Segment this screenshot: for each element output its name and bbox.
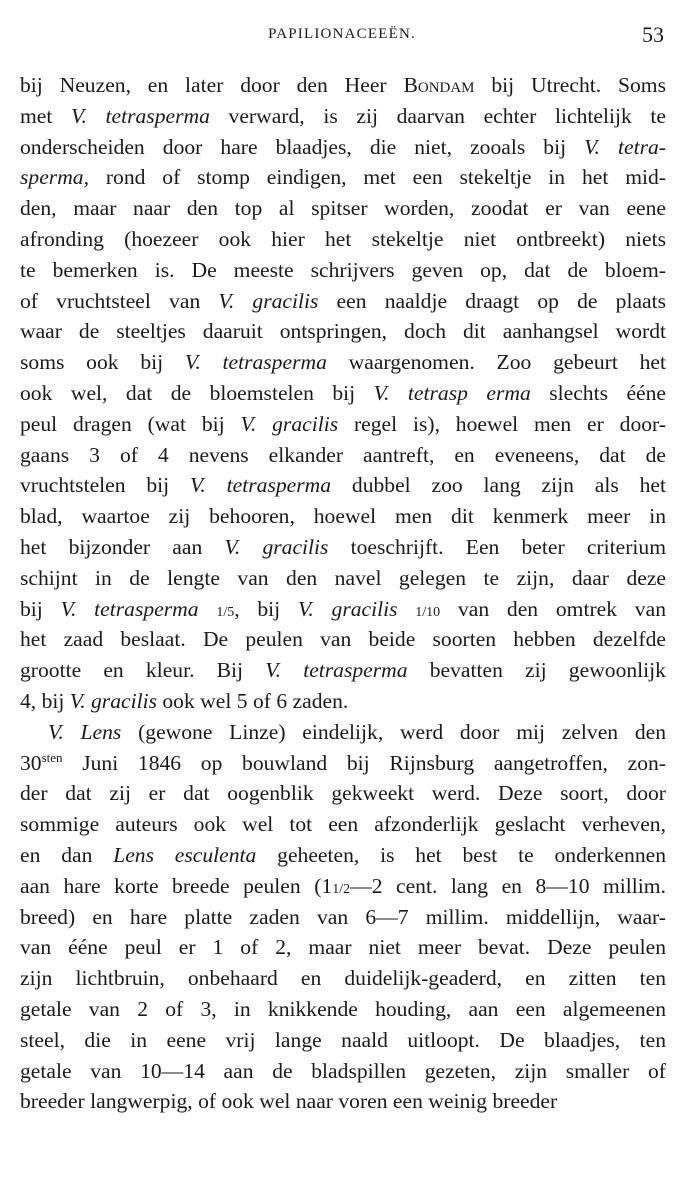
- text-line: [20, 224, 666, 255]
- text-line: [20, 778, 666, 809]
- italic-text: V. Lens: [48, 719, 122, 744]
- text-line: [20, 809, 666, 840]
- text-line: [20, 932, 666, 963]
- text-line: [20, 686, 666, 717]
- text-segment: [398, 597, 416, 621]
- text-segment: zijn lichtbruin, onbehaard en duidelijk-geaderd, en zitten ten: [20, 966, 666, 991]
- text-segment: ook wel 5 of 6 zaden.: [156, 688, 349, 713]
- text-segment: met: [20, 103, 72, 128]
- italic-text: V. gracilis: [218, 288, 319, 313]
- text-line: [20, 193, 666, 224]
- running-title: PAPILIONACEEËN.: [268, 26, 416, 42]
- text-segment: regel is), hoewel men er door-: [338, 411, 666, 436]
- text-segment: getale van 2 of 3, in knikkende houding, aan een algemeenen: [20, 996, 666, 1021]
- italic-text: V. tetrasperma: [71, 103, 210, 128]
- text-line: [20, 255, 666, 286]
- superscript-text: sten: [41, 749, 63, 765]
- text-segment: 4, bij: [20, 688, 70, 713]
- text-segment: of vruchtsteel van: [20, 288, 219, 313]
- body-text: [20, 70, 666, 1117]
- text-segment: toeschrijft. Een beter criterium: [328, 534, 666, 559]
- italic-text: Lens esculenta: [113, 842, 257, 867]
- text-line: [20, 1086, 666, 1117]
- text-segment: waar de steeltjes daaruit ontspringen, doch dit aanhangsel wordt: [20, 319, 666, 344]
- text-segment: waargenomen. Zoo gebeurt het: [326, 350, 666, 375]
- page-header: [20, 22, 664, 52]
- text-line: [20, 717, 666, 748]
- text-segment: vruchtstelen bij: [20, 473, 191, 498]
- text-line: [20, 70, 666, 101]
- text-segment: geheeten, is het best te onderkennen: [256, 842, 666, 867]
- text-segment: steel, die in eene vrij lange naald uitloopt. De blaadjes, ten: [20, 1027, 666, 1052]
- text-segment: het bijzonder aan: [20, 534, 225, 559]
- text-segment: onderscheiden door hare blaadjes, die niet, zooals bij: [20, 134, 585, 159]
- text-segment: getale van 10—14 aan de bladspillen gezeten, zijn smaller of: [20, 1058, 666, 1083]
- italic-text: V. tetrasp erma: [373, 380, 531, 405]
- italic-text: V. gracilis: [240, 411, 339, 436]
- text-line: [20, 563, 666, 594]
- text-segment: Juni 1846 op bouwland bij Rijnsburg aangetroffen, zon-: [62, 750, 666, 775]
- text-segment: gaans 3 of 4 nevens elkander aantreft, en eveneens, dat de: [20, 442, 666, 467]
- text-line: [20, 378, 666, 409]
- text-line: [20, 748, 666, 779]
- text-segment: bij: [20, 596, 61, 621]
- text-segment: , bij: [234, 596, 298, 621]
- text-segment: verward, is zij daarvan echter lichtelijk te: [209, 103, 666, 128]
- fraction: 1/5: [216, 604, 235, 620]
- text-segment: peul dragen (wat bij: [20, 411, 241, 436]
- text-segment: breeder langwerpig, of ook wel naar voren een weinig breeder: [20, 1089, 558, 1114]
- paragraph: [20, 70, 666, 717]
- text-line: [20, 1056, 666, 1087]
- text-segment: 30: [20, 750, 42, 775]
- text-segment: (gewone Linze) eindelijk, werd door mij zelven den: [121, 719, 666, 744]
- text-line: [20, 840, 666, 871]
- italic-text: V. gracilis: [224, 534, 329, 559]
- text-line: [20, 501, 666, 532]
- small-caps-text: Bondam: [403, 73, 475, 97]
- text-segment: soms ook bij: [20, 350, 185, 375]
- text-segment: grootte en kleur. Bij: [20, 658, 266, 683]
- text-line: [20, 409, 666, 440]
- text-segment: sommige auteurs ook wel tot een afzonderlijk geslacht verheven,: [20, 812, 666, 837]
- italic-text: V. tetrasperma: [184, 350, 327, 375]
- text-segment: bij Utrecht. Soms: [474, 73, 666, 97]
- text-line: [20, 902, 666, 933]
- italic-text: V. gracilis: [69, 688, 157, 713]
- fraction: 1/10: [415, 604, 441, 620]
- page-number: 53: [642, 22, 664, 47]
- text-line: [20, 316, 666, 347]
- text-line: [20, 470, 666, 501]
- text-segment: een naaldje draagt op de plaats: [318, 288, 667, 313]
- italic-text: V. tetrasperma: [60, 596, 199, 621]
- text-segment: schijnt in de lengte van den navel gelegen te zijn, daar deze: [20, 565, 666, 590]
- text-segment: aan hare korte breede peulen (1: [20, 873, 333, 898]
- text-segment: blad, waartoe zij behooren, hoewel men dit kenmerk meer in: [20, 504, 666, 529]
- italic-text: V. tetrasperma: [190, 473, 332, 498]
- italic-text: V. tetrasperma: [265, 658, 408, 683]
- text-line: [20, 871, 666, 902]
- text-line: [20, 286, 666, 317]
- italic-text: V. tetra-: [584, 134, 666, 159]
- italic-text: sperma,: [20, 165, 89, 190]
- text-segment: het zaad beslaat. De peulen van beide soorten hebben dezelfde: [20, 627, 666, 652]
- text-segment: dubbel zoo lang zijn als het: [331, 473, 666, 498]
- text-segment: van ééne peul er 1 of 2, maar niet meer bevat. Deze peulen: [20, 935, 666, 960]
- text-line: [20, 440, 666, 471]
- italic-text: V. gracilis: [297, 596, 398, 621]
- text-line: [20, 1025, 666, 1056]
- text-segment: rond of stomp eindigen, met een stekeltje in het mid-: [88, 165, 666, 190]
- text-segment: —2 cent. lang en 8—10 millim.: [350, 873, 666, 898]
- text-segment: breed) en hare platte zaden van 6—7 millim. middellijn, waar-: [20, 904, 666, 929]
- text-segment: der dat zij er dat oogenblik gekweekt werd. Deze soort, door: [20, 781, 666, 806]
- text-segment: [199, 597, 217, 621]
- text-line: [20, 963, 666, 994]
- text-segment: te bemerken is. De meeste schrijvers geven op, dat de bloem-: [20, 257, 666, 282]
- paragraph: [20, 717, 666, 1117]
- text-line: [20, 347, 666, 378]
- text-segment: van den omtrek van: [440, 596, 666, 621]
- text-segment: den, maar naar den top al spitser worden, zoodat er van eene: [20, 196, 666, 221]
- text-segment: bevatten zij gewoonlijk: [407, 658, 666, 683]
- text-line: [20, 532, 666, 563]
- text-line: [20, 162, 666, 193]
- text-line: [20, 624, 666, 655]
- text-line: [20, 594, 666, 625]
- text-segment: ook wel, dat de bloemstelen bij: [20, 380, 374, 405]
- text-segment: afronding (hoezeer ook hier het stekeltje niet ontbreekt) niets: [20, 226, 666, 251]
- fraction: 1/2: [332, 881, 351, 897]
- text-line: [20, 655, 666, 686]
- text-line: [20, 132, 666, 163]
- text-line: [20, 994, 666, 1025]
- text-segment: slechts ééne: [530, 380, 666, 405]
- text-segment: bij Neuzen, en later door den Heer: [20, 73, 404, 97]
- text-line: [20, 101, 666, 132]
- text-segment: en dan: [20, 842, 114, 867]
